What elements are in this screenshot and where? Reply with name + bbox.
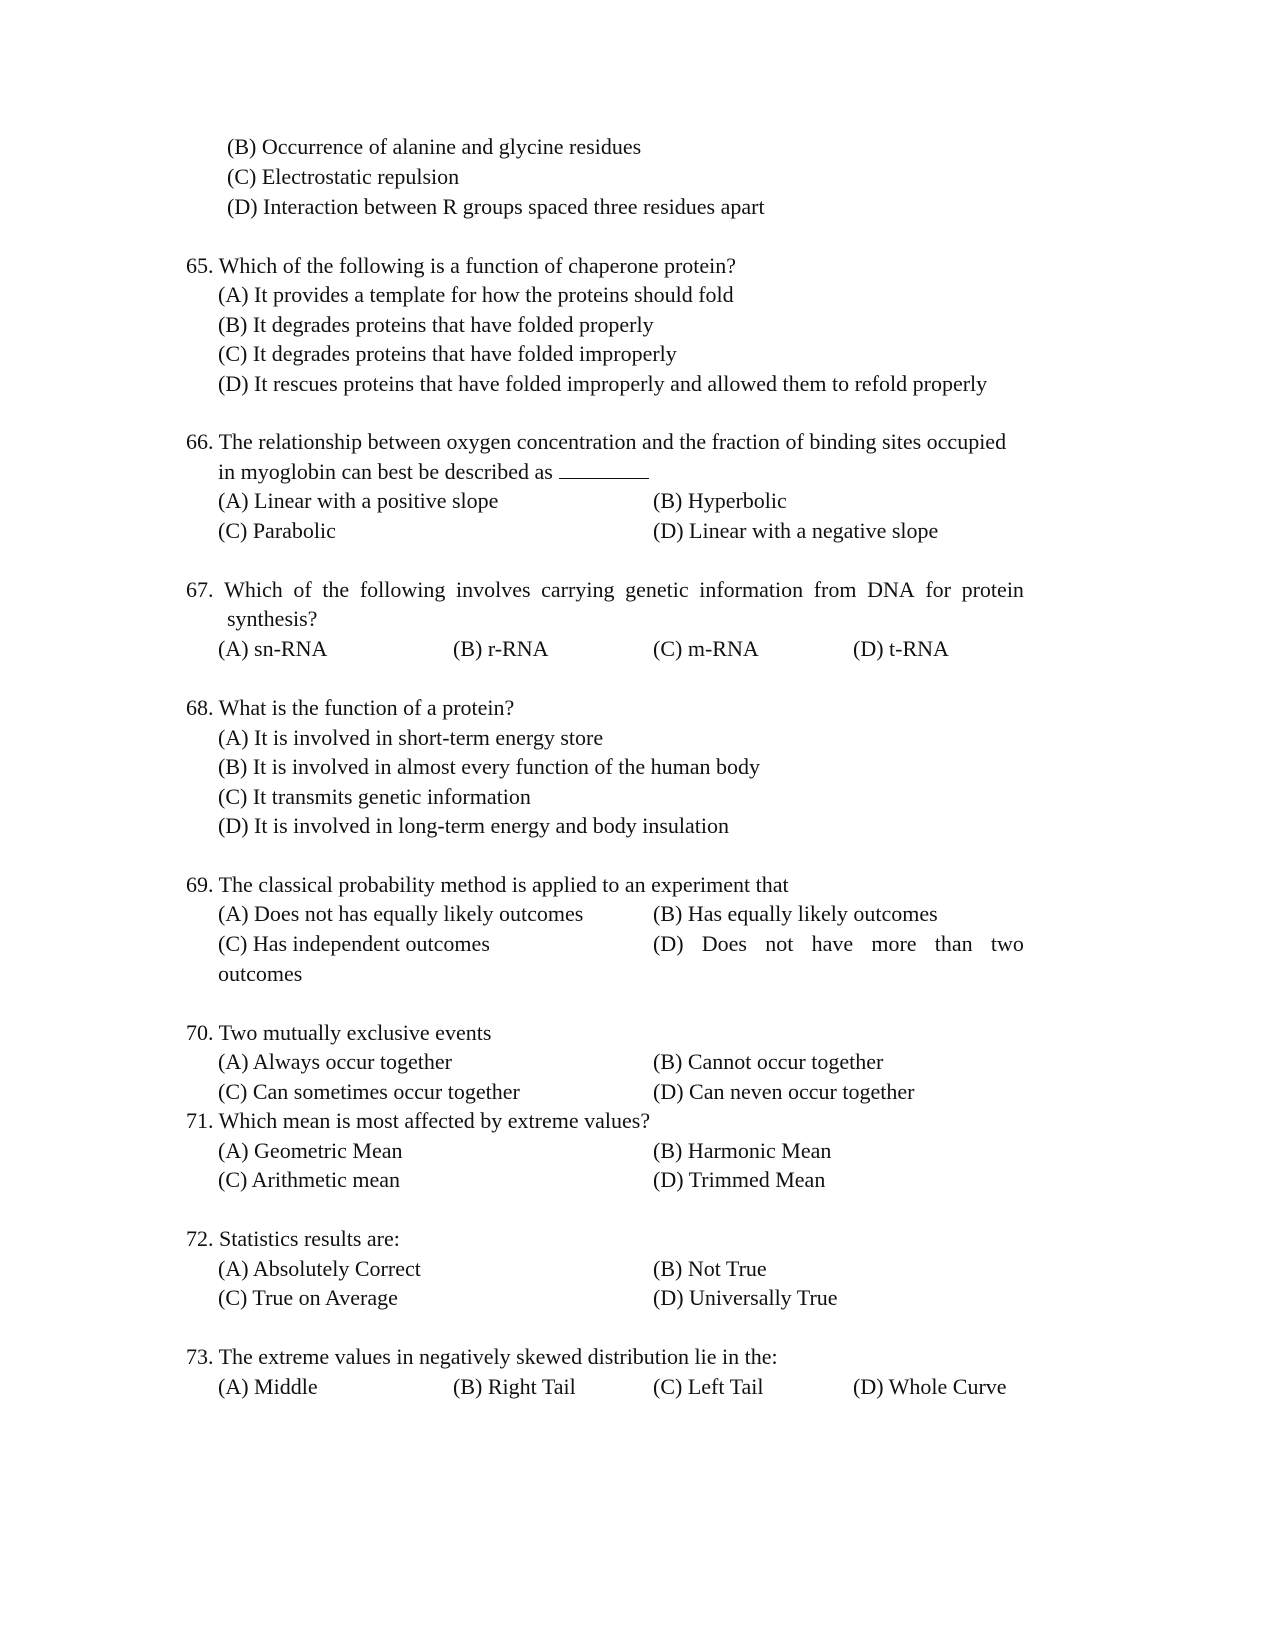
- q68-option-b: (B) It is involved in almost every function of the human body: [218, 754, 760, 779]
- q69-option-a: (A) Does not has equally likely outcomes: [218, 901, 584, 926]
- q71-option-c: (C) Arithmetic mean: [218, 1167, 401, 1192]
- q67-option-a: (A) sn-RNA: [218, 636, 328, 661]
- q69-option-b: (B) Has equally likely outcomes: [653, 901, 938, 926]
- q67-option-b: (B) r-RNA: [453, 636, 549, 661]
- q67-question-line2: synthesis?: [227, 606, 318, 631]
- q69-option-c: (C) Has independent outcomes: [218, 931, 490, 956]
- q67-word: carrying: [541, 577, 615, 602]
- q69-d-word: have: [811, 931, 854, 956]
- q72-option-d: (D) Universally True: [653, 1285, 838, 1310]
- q67-word: involves: [455, 577, 531, 602]
- q70-question: 70. Two mutually exclusive events: [186, 1020, 492, 1045]
- q67-word: of: [293, 577, 312, 602]
- q70-option-c: (C) Can sometimes occur together: [218, 1079, 520, 1104]
- q65-option-b: (B) It degrades proteins that have folded properly: [218, 312, 654, 337]
- q67-word: for: [925, 577, 951, 602]
- q64-option-d: (D) Interaction between R groups spaced three residues apart: [227, 194, 765, 219]
- q69-d-word: than: [934, 931, 973, 956]
- q67-word: following: [359, 577, 446, 602]
- q69-d-word: more: [871, 931, 917, 956]
- q68-option-a: (A) It is involved in short-term energy store: [218, 725, 604, 750]
- q68-option-d: (D) It is involved in long-term energy and body insulation: [218, 813, 730, 838]
- q71-option-d: (D) Trimmed Mean: [653, 1167, 826, 1192]
- q69-question: 69. The classical probability method is applied to an experiment that: [186, 872, 789, 897]
- q72-option-c: (C) True on Average: [218, 1285, 398, 1310]
- q66-option-d: (D) Linear with a negative slope: [653, 518, 939, 543]
- q70-option-d: (D) Can neven occur together: [653, 1079, 915, 1104]
- q65-question: 65. Which of the following is a function of chaperone protein?: [186, 253, 737, 278]
- q69-d-word: (D): [653, 931, 684, 956]
- q64-option-b: (B) Occurrence of alanine and glycine residues: [227, 134, 642, 159]
- q73-option-d: (D) Whole Curve: [853, 1374, 1007, 1399]
- q67-word: 67.: [186, 577, 214, 602]
- q71-question: 71. Which mean is most affected by extreme values?: [186, 1108, 651, 1133]
- q68-option-c: (C) It transmits genetic information: [218, 784, 531, 809]
- q64-option-c: (C) Electrostatic repulsion: [227, 164, 460, 189]
- q67-question-line1: [186, 576, 1024, 604]
- q66-option-b: (B) Hyperbolic: [653, 488, 787, 513]
- q67-word: genetic: [625, 577, 689, 602]
- q67-word: DNA: [867, 577, 915, 602]
- q66-question-line2: [218, 458, 649, 486]
- q69-d-word: two: [990, 931, 1024, 956]
- q67-word: Which: [224, 577, 283, 602]
- q66-question-line1: 66. The relationship between oxygen concentration and the fraction of binding sites occupied: [186, 429, 1007, 454]
- q68-question: 68. What is the function of a protein?: [186, 695, 515, 720]
- q70-option-b: (B) Cannot occur together: [653, 1049, 884, 1074]
- q72-option-a: (A) Absolutely Correct: [218, 1256, 421, 1281]
- q67-word: information: [699, 577, 804, 602]
- q72-question: 72. Statistics results are:: [186, 1226, 400, 1251]
- q67-word: from: [813, 577, 857, 602]
- q66-option-c: (C) Parabolic: [218, 518, 336, 543]
- q71-option-b: (B) Harmonic Mean: [653, 1138, 832, 1163]
- q67-option-d: (D) t-RNA: [853, 636, 949, 661]
- answer-blank: [559, 460, 649, 479]
- q69-option-d: [653, 930, 1024, 958]
- q65-option-a: (A) It provides a template for how the proteins should fold: [218, 282, 734, 307]
- q66-option-a: (A) Linear with a positive slope: [218, 488, 499, 513]
- q69-option-d-wrap: outcomes: [218, 961, 303, 986]
- q67-option-c: (C) m-RNA: [653, 636, 759, 661]
- q65-option-d: (D) It rescues proteins that have folded improperly and allowed them to refold properly: [218, 371, 988, 396]
- q66-question-text: in myoglobin can best be described as: [218, 459, 553, 484]
- q67-word: protein: [961, 577, 1024, 602]
- q72-option-b: (B) Not True: [653, 1256, 767, 1281]
- q73-option-c: (C) Left Tail: [653, 1374, 764, 1399]
- q65-option-c: (C) It degrades proteins that have folded improperly: [218, 341, 677, 366]
- q71-option-a: (A) Geometric Mean: [218, 1138, 403, 1163]
- q70-option-a: (A) Always occur together: [218, 1049, 452, 1074]
- q67-word: the: [322, 577, 350, 602]
- q73-question: 73. The extreme values in negatively skewed distribution lie in the:: [186, 1344, 778, 1369]
- q73-option-a: (A) Middle: [218, 1374, 318, 1399]
- q73-option-b: (B) Right Tail: [453, 1374, 576, 1399]
- q69-d-word: Does: [701, 931, 747, 956]
- q69-d-word: not: [765, 931, 794, 956]
